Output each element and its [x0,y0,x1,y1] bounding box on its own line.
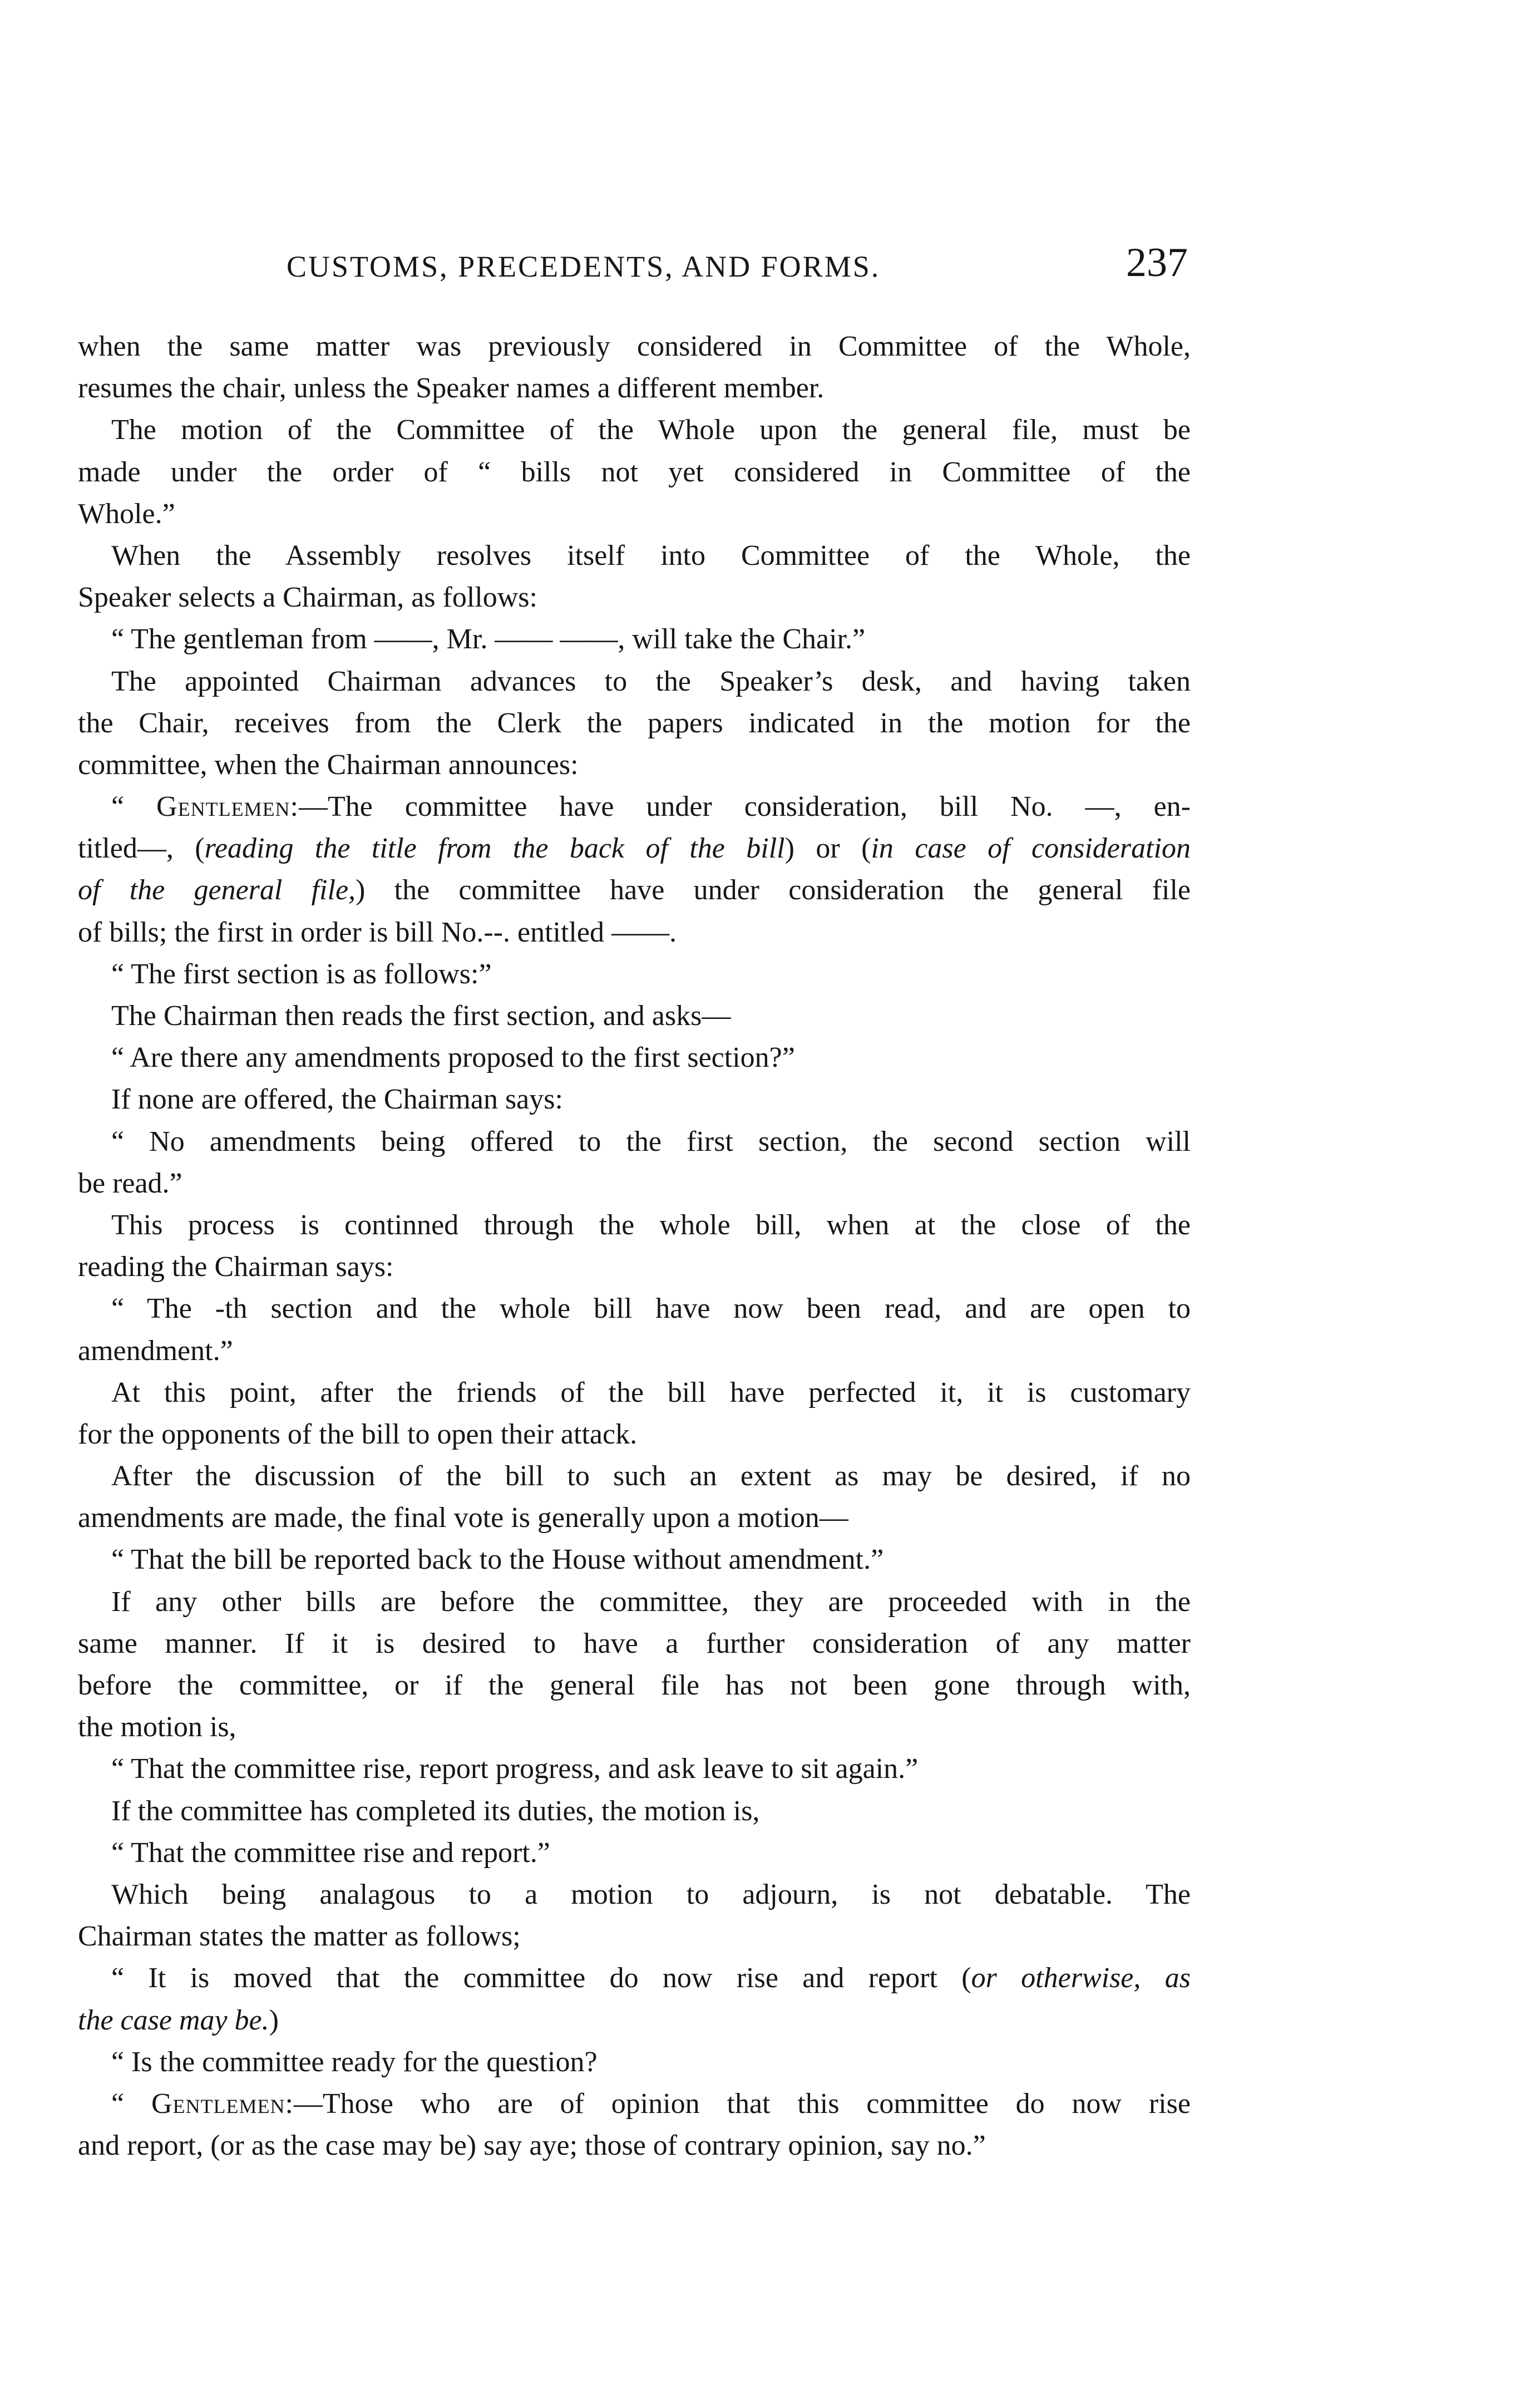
text-line: committee, when the Chairman announces: [78,748,579,781]
italic-text: the case may be. [78,2004,269,2036]
text-line: Speaker selects a Chairman, as follows: [78,582,537,614]
text-line: “ Is the committee ready for the question? [111,2046,598,2078]
text-run: —The committee have under consideration, bill No. —, en- [299,791,1191,823]
text-run: ) [269,2004,279,2036]
text-line: before the committee, or if the general file has not been gone through with, [78,1669,1191,1701]
text-line: of bills; the first in order is bill No.--. entitled ——. [78,916,677,948]
text-line: be read.” [78,1167,182,1199]
text-line: “ That the bill be reported back to the House without amendment.” [111,1544,884,1576]
text-line: “ That the committee rise and report.” [111,1836,550,1869]
running-title: CUSTOMS, PRECEDENTS, AND FORMS. [287,250,881,283]
text-line [78,827,1191,869]
text-line: same manner. If it is desired to have a further consideration of any matter [78,1627,1191,1659]
text-line: The appointed Chairman advances to the Speaker’s desk, and having taken [111,665,1191,697]
text-line: If none are offered, the Chairman says: [111,1083,563,1116]
italic-text: of the general file, [78,874,356,907]
text-line: amendment.” [78,1334,233,1367]
text-line: After the discussion of the bill to such an extent as may be desired, if no [111,1460,1191,1492]
text-line: This process is continned through the whole bill, when at the close of the [111,1209,1191,1241]
text-line: Whole.” [78,497,175,530]
text-line: The motion of the Committee of the Whole upon the general file, must be [111,414,1191,446]
text-run: “ It is moved that the committee do now rise and report ( [111,1962,971,1994]
page-number: 237 [1126,240,1188,285]
text-line: reading the Chairman says: [78,1251,394,1283]
text-run: titled—, ( [78,832,205,865]
text-line [78,2083,1191,2125]
text-line [78,869,1191,911]
text-line: “ No amendments being offered to the first section, the second section will [111,1125,1191,1157]
text-line: when the same matter was previously considered in Committee of the Whole, [78,331,1191,362]
text-line: At this point, after the friends of the bill have perfected it, it is customary [111,1376,1191,1408]
text-run: “ [111,791,157,823]
text-run: —Those who are of opinion that this committee do now rise [293,2087,1191,2120]
text-line: for the opponents of the bill to open their attack. [78,1418,638,1450]
text-line [78,786,1191,827]
body-text [78,326,1191,2166]
text-line: made under the order of “ bills not yet considered in Committee of the [78,456,1191,488]
text-run: ) or ( [784,832,871,865]
text-line: “ That the committee rise, report progress, and ask leave to sit again.” [111,1753,919,1785]
text-line: the motion is, [78,1711,236,1743]
text-line: The Chairman then reads the first section, and asks— [111,1000,731,1032]
text-line: the Chair, receives from the Clerk the papers indicated in the motion for the [78,707,1191,739]
text-line: “ The -th section and the whole bill have now been read, and are open to [111,1293,1191,1325]
text-line [78,1957,1191,1999]
text-line: and report, (or as the case may be) say aye; those of contrary opinion, say no.” [78,2130,986,2162]
text-line: “ Are there any amendments proposed to the first section?” [111,1042,795,1074]
text-line: When the Assembly resolves itself into Committee of the Whole, the [111,539,1191,572]
text-line: If the committee has completed its duties, the motion is, [111,1795,760,1827]
small-caps-text: Gentlemen: [151,2087,294,2120]
text-line [78,1999,1191,2041]
text-line: “ The gentleman from ——, Mr. —— ——, will take the Chair.” [111,623,866,656]
small-caps-text: Gentlemen: [156,791,299,823]
italic-text: or otherwise, as [971,1962,1191,1994]
text-line: Chairman states the matter as follows; [78,1920,521,1953]
text-line: If any other bills are before the committee, they are proceeded with in the [111,1585,1191,1618]
running-head [287,239,1188,289]
text-line: “ The first section is as follows:” [111,958,492,990]
text-line: Which being analagous to a motion to adjourn, is not debatable. The [111,1878,1191,1910]
italic-text: reading the title from the back of the bill [204,832,785,865]
text-line: resumes the chair, unless the Speaker names a different member. [78,372,825,405]
text-run: ) the committee have under consideration the general file [356,874,1191,907]
italic-text: in case of consideration [871,832,1191,865]
text-run: “ [111,2087,151,2120]
text-line: amendments are made, the final vote is generally upon a motion— [78,1502,848,1534]
